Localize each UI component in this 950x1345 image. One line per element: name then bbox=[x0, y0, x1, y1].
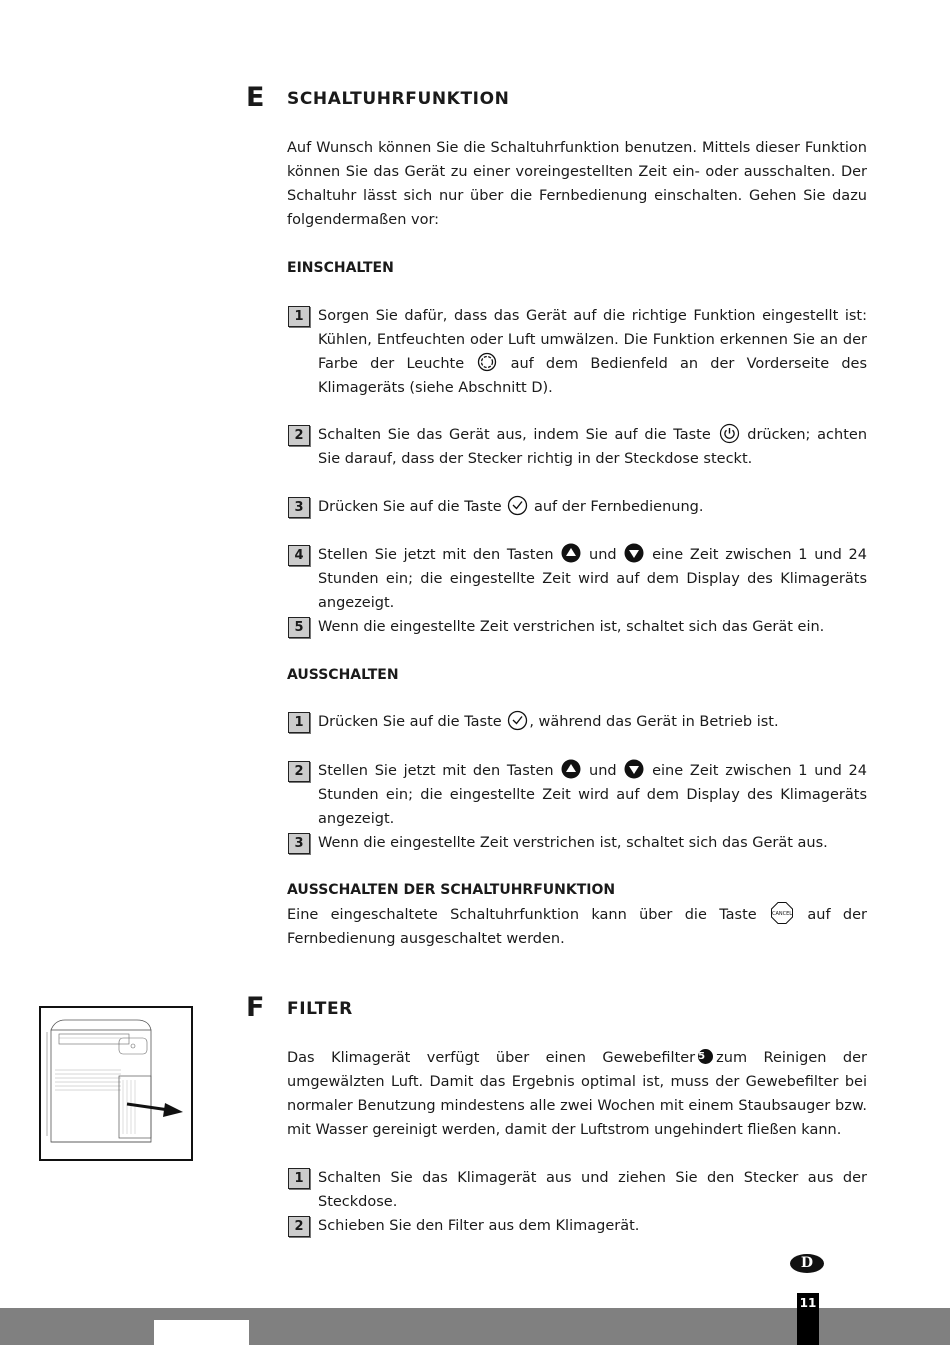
arrow-down-icon bbox=[624, 759, 644, 779]
step-number: 1 bbox=[288, 1168, 310, 1189]
step-number: 3 bbox=[288, 833, 310, 854]
step-number: 4 bbox=[288, 545, 310, 566]
filter-step-1 bbox=[287, 1166, 867, 1214]
step-text: eine Zeit zwischen 1 und 24 Stunden ein; die eingestellte Zeit wird auf dem Display des Klimageräts angezeigt. bbox=[318, 547, 867, 611]
cancel-heading: AUSSCHALTEN DER SCHALTUHRFUNKTION bbox=[287, 882, 616, 898]
filter-intro-text: zum Reinigen der umgewälzten Luft. Damit das Ergebnis optimal ist, muss der Gewebefilter bei normaler Benutzung mindestens alle zwei Wochen mit einem Staubsauger bzw. mit Wasser gereinigt werden, damit der Luftstrom ungehindert fließen kann. bbox=[287, 1050, 867, 1138]
einschalten-step-3 bbox=[287, 495, 867, 519]
section-f-title: FILTER bbox=[287, 999, 353, 1019]
cancel-button-label: CANCEL bbox=[772, 911, 793, 917]
cancel-text: auf der Fernbedienung ausgeschaltet werden. bbox=[287, 907, 868, 947]
filter-number-badge: 5 bbox=[698, 1049, 713, 1064]
einschalten-step-5 bbox=[287, 615, 867, 639]
step-text: und bbox=[589, 763, 617, 779]
filter-intro-text: Das Klimagerät verfügt über einen Gewebefilter bbox=[287, 1050, 696, 1066]
ausschalten-step-1 bbox=[287, 710, 867, 734]
arrow-up-icon bbox=[561, 759, 581, 779]
footer-white-tab bbox=[154, 1320, 249, 1345]
step-number: 5 bbox=[288, 617, 310, 638]
timer-icon bbox=[507, 710, 528, 731]
air-conditioner-icon bbox=[41, 1008, 191, 1159]
einschalten-step-2 bbox=[287, 423, 867, 471]
step-text: eine Zeit zwischen 1 und 24 Stunden ein; die eingestellte Zeit wird auf dem Display des Klimageräts angezeigt. bbox=[318, 763, 867, 827]
timer-icon bbox=[507, 495, 528, 516]
step-text: Wenn die eingestellte Zeit verstrichen ist, schaltet sich das Gerät ein. bbox=[318, 619, 825, 635]
step-text: Drücken Sie auf die Taste bbox=[318, 499, 502, 515]
indicator-light-icon bbox=[477, 352, 497, 372]
filter-step-2 bbox=[287, 1214, 867, 1238]
einschalten-heading: EINSCHALTEN bbox=[287, 260, 394, 276]
arrow-up-icon bbox=[561, 543, 581, 563]
step-number: 1 bbox=[288, 306, 310, 327]
air-conditioner-filter-illustration bbox=[39, 1006, 193, 1161]
einschalten-step-4 bbox=[287, 543, 867, 615]
cancel-paragraph bbox=[287, 903, 867, 951]
step-number: 2 bbox=[288, 761, 310, 782]
arrow-down-icon bbox=[624, 543, 644, 563]
step-number: 3 bbox=[288, 497, 310, 518]
step-text: Wenn die eingestellte Zeit verstrichen ist, schaltet sich das Gerät aus. bbox=[318, 835, 828, 851]
language-badge: D bbox=[790, 1254, 824, 1273]
power-icon bbox=[719, 423, 740, 444]
step-text: , während das Gerät in Betrieb ist. bbox=[529, 714, 779, 730]
step-text: und bbox=[589, 547, 617, 563]
einschalten-step-1 bbox=[287, 304, 867, 400]
ausschalten-heading: AUSSCHALTEN bbox=[287, 667, 399, 683]
step-number: 2 bbox=[288, 425, 310, 446]
step-text: Stellen Sie jetzt mit den Tasten bbox=[318, 763, 554, 779]
step-text: auf der Fernbedienung. bbox=[533, 499, 704, 515]
section-f-intro bbox=[287, 1046, 867, 1142]
step-text: auf dem Bedienfeld an der Vorderseite des Klimageräts (siehe Abschnitt D). bbox=[318, 356, 868, 396]
step-number: 1 bbox=[288, 712, 310, 733]
section-e-title: SCHALTUHRFUNKTION bbox=[287, 89, 510, 109]
ausschalten-step-2 bbox=[287, 759, 867, 831]
step-text: Stellen Sie jetzt mit den Tasten bbox=[318, 547, 554, 563]
step-text: Drücken Sie auf die Taste bbox=[318, 714, 502, 730]
page-number: 11 bbox=[799, 1296, 817, 1310]
step-number: 2 bbox=[288, 1216, 310, 1237]
page-number-tab bbox=[797, 1293, 819, 1345]
section-e-intro: Auf Wunsch können Sie die Schaltuhrfunktion benutzen. Mittels dieser Funktion können Sie das Gerät zu einer voreingestellten Zeit ein- oder ausschalten. Der Schaltuhr lässt sich nur über die Fernbedienung einschalten. Gehen Sie dazu folgendermaßen vor: bbox=[287, 140, 867, 228]
step-text: drücken; achten Sie darauf, dass der Stecker richtig in der Steckdose steckt. bbox=[318, 427, 868, 467]
step-text: Schalten Sie das Klimagerät aus und ziehen Sie den Stecker aus der Steckdose. bbox=[318, 1170, 867, 1210]
section-f-letter: F bbox=[246, 992, 265, 1023]
ausschalten-step-3 bbox=[287, 831, 867, 855]
section-e-letter: E bbox=[246, 82, 265, 113]
step-text: Schieben Sie den Filter aus dem Klimagerät. bbox=[318, 1218, 640, 1234]
step-text: Sorgen Sie dafür, dass das Gerät auf die richtige Funktion eingestellt ist: Kühlen, Entfeuchten oder Luft umwälzen. Die Funktion erkennen Sie an der Farbe der Leuchte bbox=[318, 308, 867, 372]
step-text: Schalten Sie das Gerät aus, indem Sie auf die Taste bbox=[318, 427, 711, 443]
cancel-button-icon bbox=[770, 901, 794, 925]
cancel-text: Eine eingeschaltete Schaltuhrfunktion kann über die Taste bbox=[287, 907, 757, 923]
